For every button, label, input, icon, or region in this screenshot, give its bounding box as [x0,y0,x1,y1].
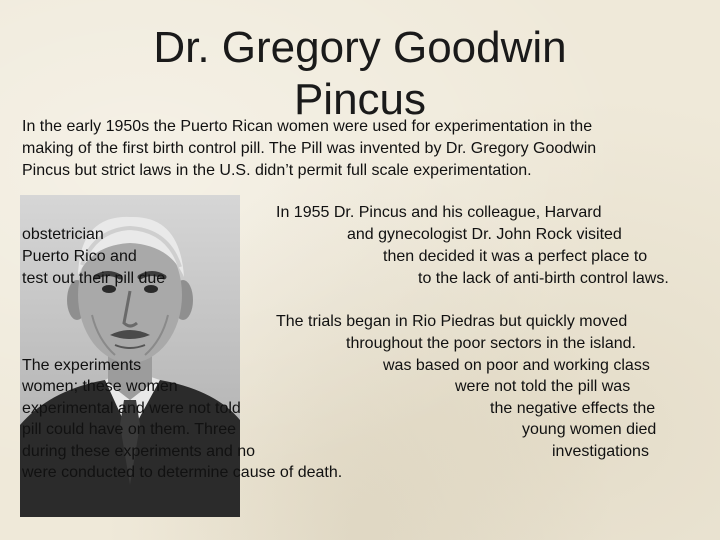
para3-line-13: were conducted to determine cause of death. [22,464,343,481]
para3-line-4: was based on poor and working class [383,357,650,374]
para2-line-5: then decided it was a perfect place to [383,248,648,265]
para2-line-3: and gynecologist Dr. John Rock visited [347,226,622,243]
para3-line-6: were not told the pill was [455,378,631,395]
para3-line-2: throughout the poor sectors in the island. [346,335,636,352]
intro-line-3: Pincus but strict laws in the U.S. didn’t permit full scale experimentation. [22,162,532,179]
para3-line-1: The trials began in Rio Piedras but quickly moved [276,313,628,330]
para3-line-8: the negative effects the [490,400,656,417]
para2-line-7: to the lack of anti-birth control laws. [418,270,669,287]
para3-line-7: experimental and were not told [22,400,241,417]
para2-line-4: Puerto Rico and [22,248,137,265]
para2-line-6: test out their pill due [22,270,166,287]
intro-line-1: In the early 1950s the Puerto Rican women were used for experimentation in the [22,118,593,135]
para3-line-5: women; these women [22,378,178,395]
para3-line-3: The experiments [22,357,142,374]
slide-title-line-2: Pincus [293,75,427,124]
para3-line-12: investigations [552,443,649,460]
para2-line-2: obstetrician [22,226,104,243]
para2-line-1: In 1955 Dr. Pincus and his colleague, Harvard [276,204,602,221]
intro-line-2: making of the first birth control pill. The Pill was invented by Dr. Gregory Goodwin [22,140,597,157]
para3-line-9: pill could have on them. Three [22,421,237,438]
para3-line-11: during these experiments and no [22,443,256,460]
para3-line-10: young women died [522,421,657,438]
slide-title-line-1: Dr. Gregory Goodwin [153,23,567,72]
